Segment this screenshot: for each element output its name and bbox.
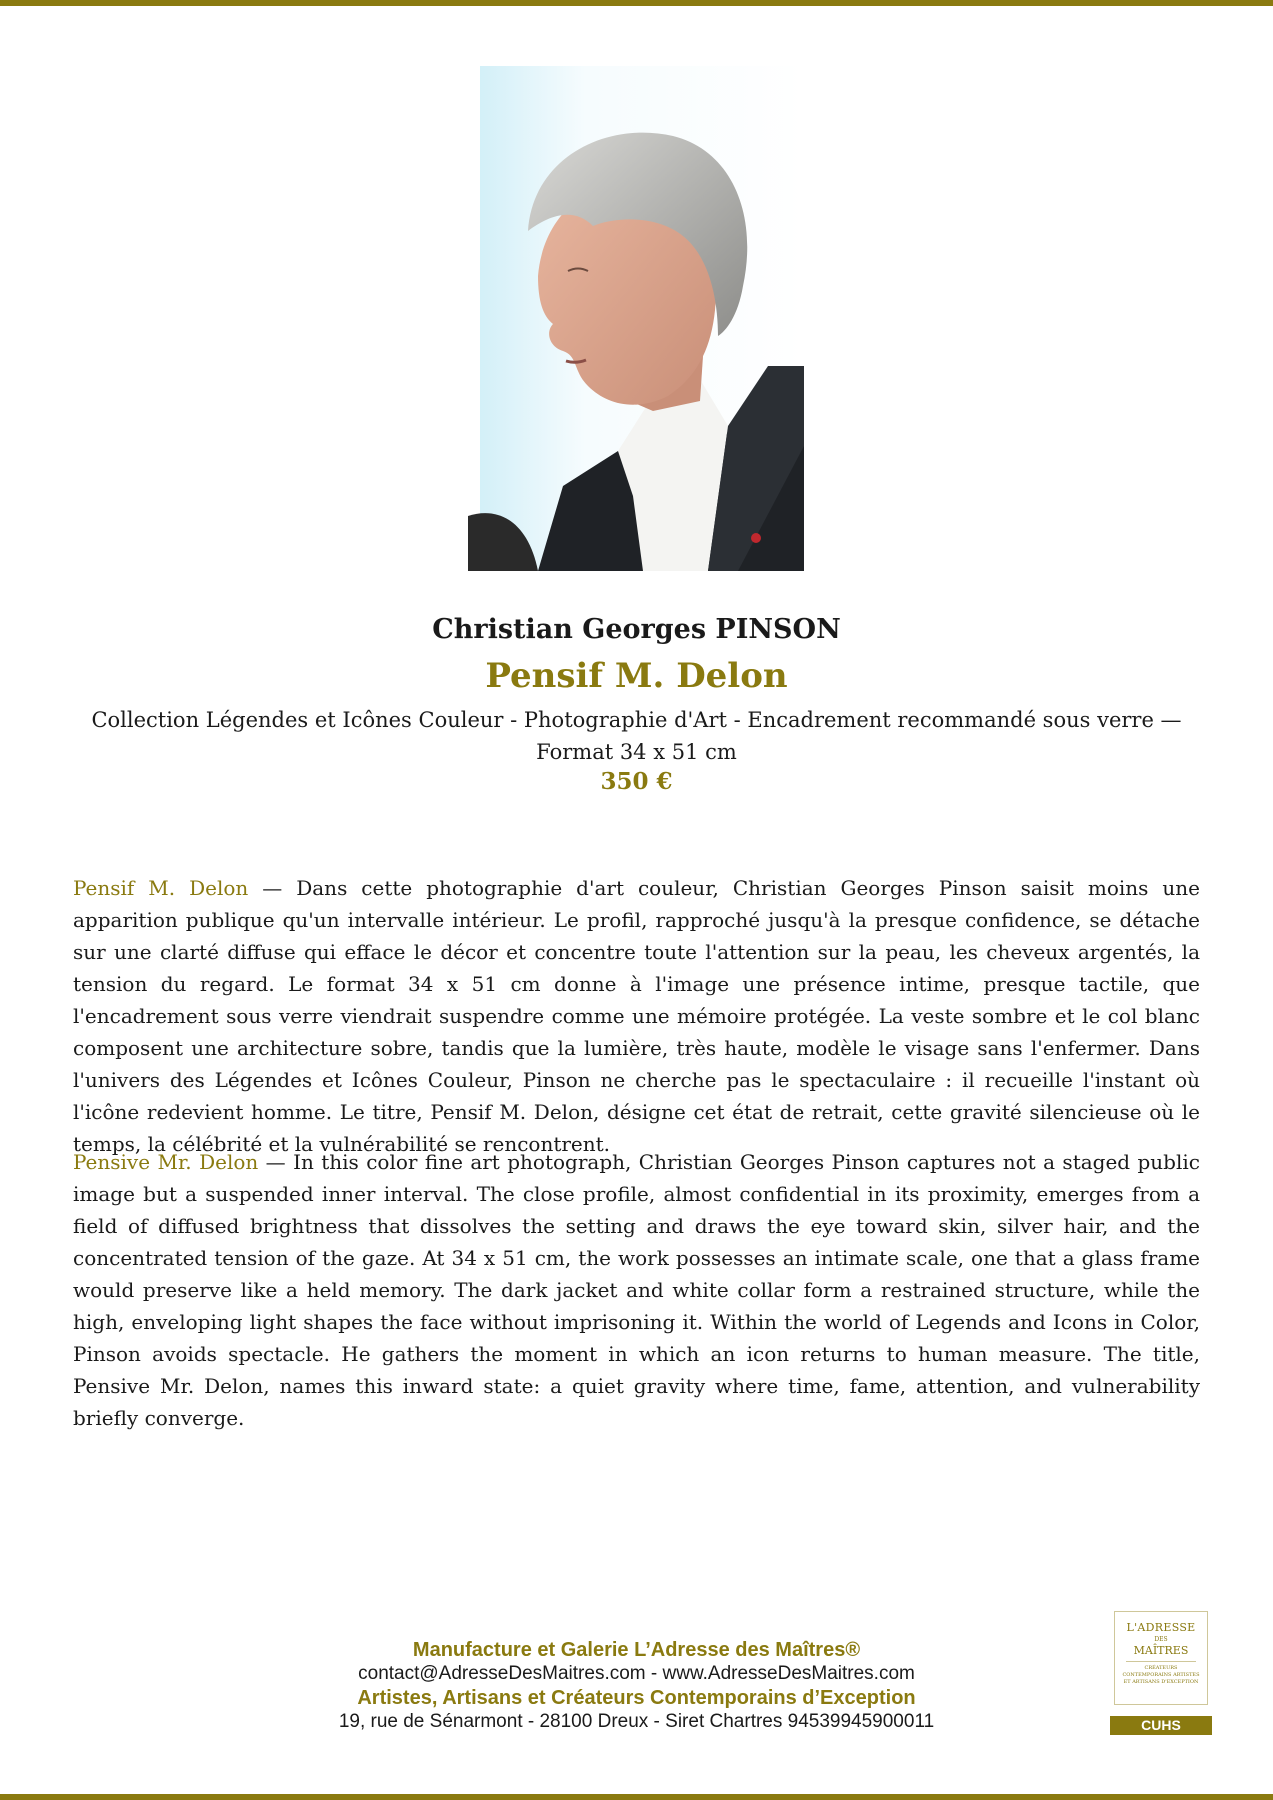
footer-tagline: Artistes, Artisans et Créateurs Contemporains d’Exception	[357, 1687, 916, 1709]
footer	[0, 1638, 1273, 1734]
gallery-logo	[1114, 1611, 1208, 1705]
logo-badge: CUHS	[1110, 1716, 1212, 1735]
logo-line-2: DES	[1154, 1636, 1168, 1643]
artwork-title: Pensif M. Delon	[485, 656, 788, 696]
logo-line-4: CRÉATEURS CONTEMPORAINS ARTISTES ET ARTISANS D'EXCEPTION	[1122, 1665, 1200, 1685]
artist-name: Christian Georges PINSON	[432, 614, 841, 645]
description-english	[73, 1146, 1200, 1434]
footer-contact: contact@AdresseDesMaitres.com - www.AdresseDesMaitres.com	[358, 1663, 915, 1684]
logo-divider	[1126, 1661, 1196, 1662]
artwork-price: 350 €	[600, 768, 673, 795]
portrait-image	[468, 66, 804, 571]
description-french	[73, 872, 1200, 1160]
description-english-text: — In this color fine art photograph, Christian Georges Pinson captures not a staged public image but a suspended inner interval. The close profile, almost confidential in its proximity, emerges from a field of diffused brightness that dissolves the setting and draws the eye toward skin, silver hair, and the concentrated tension of the gaze. At 34 x 51 cm, the work possesses an intimate scale, one that a glass frame would preserve like a held memory. The dark jacket and white collar form a restrained structure, while the high, enveloping light shapes the face without imprisoning it. Within the world of Legends and Icons in Color, Pinson avoids spectacle. He gathers the moment in which an icon returns to human measure. The title, Pensive Mr. Delon, names this inward state: a quiet gravity where time, fame, attention, and vulnerability briefly converge.	[73, 1150, 1200, 1430]
logo-line-1: L'ADRESSE	[1126, 1621, 1196, 1634]
description-french-lead: Pensif M. Delon	[73, 876, 249, 900]
logo-line-3: MAÎTRES	[1133, 1644, 1189, 1657]
bottom-rule	[0, 1794, 1273, 1800]
footer-address: 19, rue de Sénarmont - 28100 Dreux - Siret Chartres 94539945900011	[338, 1711, 935, 1732]
description-french-text: — Dans cette photographie d'art couleur, Christian Georges Pinson saisit moins une apparition publique qu'un intervalle intérieur. Le profil, rapproché jusqu'à la presque confidence, se détache sur une clarté diffuse qui efface le décor et concentre toute l'attention sur la peau, les cheveux argentés, la tension du regard. Le format 34 x 51 cm donne à l'image une présence intime, presque tactile, que l'encadrement sous verre viendrait suspendre comme une mémoire protégée. La veste sombre et le col blanc composent une architecture sobre, tandis que la lumière, très haute, modèle le visage sans l'enfermer. Dans l'univers des Légendes et Icônes Couleur, Pinson ne cherche pas le spectaculaire : il recueille l'instant où l'icône redevient homme. Le titre, Pensif M. Delon, désigne cet état de retrait, cette gravité silencieuse où le temps, la célébrité et la vulnérabilité se rencontrent.	[73, 876, 1200, 1156]
artwork-photo	[468, 66, 804, 571]
footer-company: Manufacture et Galerie L’Adresse des Maîtres®	[412, 1639, 861, 1661]
top-rule	[0, 0, 1273, 6]
description-english-lead: Pensive Mr. Delon	[73, 1150, 259, 1174]
artwork-subtitle: Collection Légendes et Icônes Couleur - Photographie d'Art - Encadrement recommandé sous verre — Format 34 x 51 cm	[91, 708, 1182, 764]
